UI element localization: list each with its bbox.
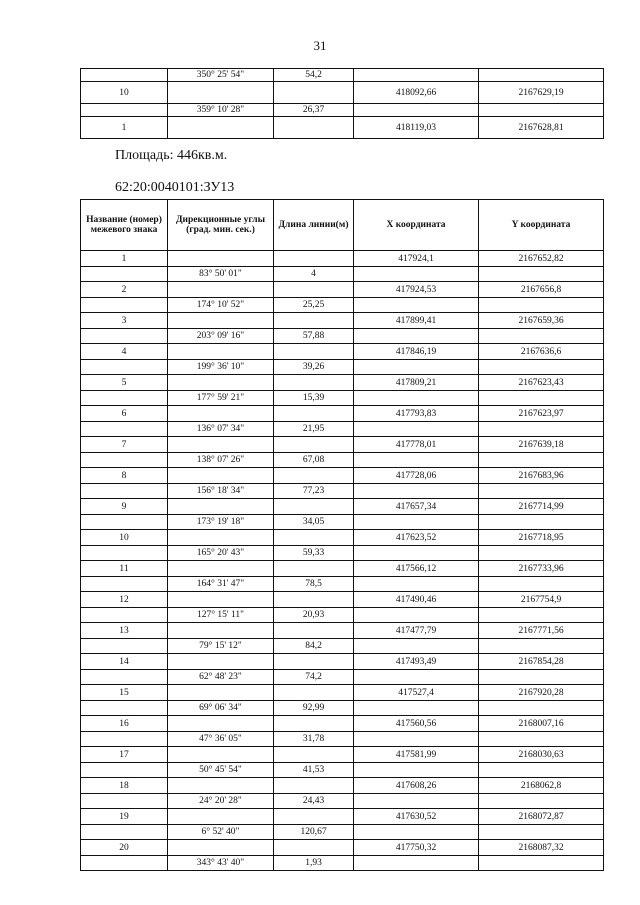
cell-x: [354, 329, 479, 344]
table-row: [81, 422, 604, 437]
cell-x: [354, 546, 479, 561]
cell-angle: [168, 499, 274, 515]
cell-angle: [168, 685, 274, 701]
table-row: [81, 375, 604, 391]
table-row: [81, 670, 604, 685]
cell-angle: 343° 43' 40": [168, 856, 274, 871]
table-row: [81, 406, 604, 422]
table-row: [81, 809, 604, 825]
table-row: [81, 825, 604, 840]
cell-name: 10: [81, 530, 168, 546]
cell-length: [274, 778, 354, 794]
cell-name: 6: [81, 406, 168, 422]
cell-x: [354, 639, 479, 654]
cell-y: 2167639,18: [479, 437, 604, 453]
cell-x: 417493,49: [354, 654, 479, 670]
cell-y: 2168030,63: [479, 747, 604, 763]
table-row: [81, 592, 604, 608]
table-row: [81, 747, 604, 763]
table-row: [81, 104, 604, 117]
cell-x: 417623,52: [354, 530, 479, 546]
cell-x: [354, 391, 479, 406]
cadastral-number: 62:20:0040101:ЗУ13: [115, 180, 235, 195]
cell-length: 77,23: [274, 484, 354, 499]
cell-length: 39,26: [274, 360, 354, 375]
cell-name: [81, 422, 168, 437]
cell-name: [81, 360, 168, 375]
cell-length: 24,43: [274, 794, 354, 809]
cell-y: [479, 856, 604, 871]
cell-name: [81, 391, 168, 406]
cell-length: [274, 251, 354, 267]
cell-x: 418119,03: [354, 117, 479, 139]
cell-y: [479, 577, 604, 592]
cell-x: 417490,46: [354, 592, 479, 608]
cell-y: [479, 794, 604, 809]
cell-length: [274, 344, 354, 360]
table-row: [81, 577, 604, 592]
cell-y: 2167683,96: [479, 468, 604, 484]
header-angle: Дирекционные углы (град. мин. сек.): [168, 200, 274, 251]
cell-name: 3: [81, 313, 168, 329]
cell-y: 2167718,95: [479, 530, 604, 546]
cell-angle: 136° 07' 34": [168, 422, 274, 437]
cell-angle: [168, 251, 274, 267]
cell-length: 26,37: [274, 104, 354, 117]
cell-angle: [168, 778, 274, 794]
cell-y: [479, 608, 604, 623]
cell-y: [479, 391, 604, 406]
cell-angle: [168, 437, 274, 453]
cell-name: 9: [81, 499, 168, 515]
cell-y: 2167733,96: [479, 561, 604, 577]
cell-y: [479, 732, 604, 747]
cell-name: 7: [81, 437, 168, 453]
page-number: 31: [313, 38, 327, 53]
cell-angle: 173° 19' 18": [168, 515, 274, 530]
cell-length: [274, 623, 354, 639]
cell-y: 2167854,28: [479, 654, 604, 670]
header-y: Y координата: [479, 200, 604, 251]
cell-name: [81, 794, 168, 809]
cell-x: 417581,99: [354, 747, 479, 763]
cell-name: [81, 577, 168, 592]
cell-y: 2167920,28: [479, 685, 604, 701]
table-row: [81, 282, 604, 298]
table-row: [81, 499, 604, 515]
cell-angle: [168, 809, 274, 825]
cell-length: [274, 82, 354, 104]
cell-x: [354, 608, 479, 623]
cell-angle: [168, 313, 274, 329]
table-row: [81, 608, 604, 623]
cell-length: 57,88: [274, 329, 354, 344]
cell-angle: [168, 82, 274, 104]
table-row: [81, 437, 604, 453]
cell-name: [81, 104, 168, 117]
cell-length: [274, 468, 354, 484]
cell-x: [354, 577, 479, 592]
table-row: [81, 298, 604, 313]
cell-name: 19: [81, 809, 168, 825]
cell-y: 2167636,6: [479, 344, 604, 360]
cell-x: 417809,21: [354, 375, 479, 391]
cell-x: [354, 484, 479, 499]
table-row: [81, 484, 604, 499]
cell-name: [81, 732, 168, 747]
cell-angle: 177° 59' 21": [168, 391, 274, 406]
cell-y: [479, 104, 604, 117]
cell-y: [479, 484, 604, 499]
cell-y: 2167652,82: [479, 251, 604, 267]
table-row: [81, 716, 604, 732]
table-row: [81, 639, 604, 654]
table-row: [81, 530, 604, 546]
cell-angle: [168, 716, 274, 732]
cell-angle: [168, 654, 274, 670]
table-row: [81, 515, 604, 530]
table-row: [81, 840, 604, 856]
cell-x: [354, 763, 479, 778]
cell-x: [354, 453, 479, 468]
cell-name: 10: [81, 82, 168, 104]
cell-y: [479, 360, 604, 375]
cell-x: 417608,26: [354, 778, 479, 794]
cell-length: 31,78: [274, 732, 354, 747]
cell-x: 417924,1: [354, 251, 479, 267]
cell-length: 59,33: [274, 546, 354, 561]
cell-x: [354, 267, 479, 282]
cell-y: 2167771,56: [479, 623, 604, 639]
table-row: [81, 732, 604, 747]
cell-angle: [168, 282, 274, 298]
cell-y: 2168072,87: [479, 809, 604, 825]
cell-length: 4: [274, 267, 354, 282]
cell-y: 2168007,16: [479, 716, 604, 732]
cell-y: 2167623,43: [479, 375, 604, 391]
cell-angle: 359° 10' 28": [168, 104, 274, 117]
cell-x: [354, 794, 479, 809]
cell-name: [81, 484, 168, 499]
cell-y: [479, 298, 604, 313]
cell-angle: 127° 15' 11": [168, 608, 274, 623]
cell-length: 21,95: [274, 422, 354, 437]
cell-name: 1: [81, 251, 168, 267]
cell-angle: [168, 406, 274, 422]
cell-x: 417566,12: [354, 561, 479, 577]
cell-name: 13: [81, 623, 168, 639]
table-header-row: [81, 200, 604, 251]
cell-x: 417560,56: [354, 716, 479, 732]
cell-y: [479, 329, 604, 344]
cell-x: 417778,01: [354, 437, 479, 453]
cell-length: 34,05: [274, 515, 354, 530]
header-length: Длина линии(м): [274, 200, 354, 251]
cell-length: [274, 406, 354, 422]
cell-angle: 174° 10' 52": [168, 298, 274, 313]
cell-y: [479, 267, 604, 282]
cell-x: 417728,06: [354, 468, 479, 484]
cell-length: 1,93: [274, 856, 354, 871]
cell-name: [81, 608, 168, 623]
cell-angle: 47° 36' 05": [168, 732, 274, 747]
cell-angle: [168, 592, 274, 608]
cell-angle: 156° 18' 34": [168, 484, 274, 499]
cell-length: [274, 499, 354, 515]
cell-name: 11: [81, 561, 168, 577]
cell-length: [274, 561, 354, 577]
cell-angle: 83° 50' 01": [168, 267, 274, 282]
cell-angle: 24° 20' 28": [168, 794, 274, 809]
cell-x: [354, 701, 479, 716]
cell-name: 17: [81, 747, 168, 763]
cell-name: [81, 329, 168, 344]
cell-angle: [168, 468, 274, 484]
cell-angle: [168, 747, 274, 763]
coordinates-table: [80, 199, 604, 871]
cell-name: 18: [81, 778, 168, 794]
cell-y: 2168087,32: [479, 840, 604, 856]
cell-name: [81, 763, 168, 778]
cell-angle: [168, 840, 274, 856]
table-row: [81, 654, 604, 670]
cell-length: [274, 716, 354, 732]
cell-x: [354, 360, 479, 375]
cell-y: [479, 763, 604, 778]
table-row: [81, 794, 604, 809]
cell-length: 41,53: [274, 763, 354, 778]
cell-length: 15,39: [274, 391, 354, 406]
cell-angle: 69° 06' 34": [168, 701, 274, 716]
cell-y: 2167628,81: [479, 117, 604, 139]
cell-x: 417630,52: [354, 809, 479, 825]
cell-x: [354, 69, 479, 82]
table-row: [81, 685, 604, 701]
cell-y: [479, 825, 604, 840]
cell-length: [274, 654, 354, 670]
table-row: [81, 117, 604, 139]
cell-x: 417924,53: [354, 282, 479, 298]
cell-name: 2: [81, 282, 168, 298]
cell-angle: [168, 561, 274, 577]
cell-length: 74,2: [274, 670, 354, 685]
table-row: [81, 82, 604, 104]
cell-length: [274, 685, 354, 701]
cell-angle: 165° 20' 43": [168, 546, 274, 561]
cell-angle: 6° 52' 40": [168, 825, 274, 840]
cell-length: [274, 592, 354, 608]
cell-name: 4: [81, 344, 168, 360]
cell-name: [81, 825, 168, 840]
cell-angle: 79° 15' 12": [168, 639, 274, 654]
cell-name: 8: [81, 468, 168, 484]
cell-name: 14: [81, 654, 168, 670]
cell-name: [81, 515, 168, 530]
cell-y: 2167659,36: [479, 313, 604, 329]
cell-length: [274, 747, 354, 763]
table-row: [81, 69, 604, 82]
cell-name: 15: [81, 685, 168, 701]
cell-y: 2168062,8: [479, 778, 604, 794]
table-row: [81, 561, 604, 577]
cell-y: 2167754,9: [479, 592, 604, 608]
cell-y: [479, 422, 604, 437]
cell-length: [274, 809, 354, 825]
table-row: [81, 856, 604, 871]
cell-y: [479, 701, 604, 716]
cell-x: 417657,34: [354, 499, 479, 515]
cell-name: 16: [81, 716, 168, 732]
cell-length: 54,2: [274, 69, 354, 82]
cell-length: 20,93: [274, 608, 354, 623]
cell-angle: 164° 31' 47": [168, 577, 274, 592]
cell-name: 5: [81, 375, 168, 391]
cell-name: [81, 267, 168, 282]
table-row: [81, 251, 604, 267]
cell-x: 417477,79: [354, 623, 479, 639]
header-name: Название (номер) межевого знака: [81, 200, 168, 251]
cell-y: [479, 515, 604, 530]
cell-length: [274, 375, 354, 391]
cell-y: [479, 453, 604, 468]
cell-x: 417793,83: [354, 406, 479, 422]
cell-length: 84,2: [274, 639, 354, 654]
cell-x: [354, 422, 479, 437]
cell-x: [354, 298, 479, 313]
table-row: [81, 701, 604, 716]
cell-x: [354, 515, 479, 530]
cell-x: [354, 104, 479, 117]
table-row: [81, 546, 604, 561]
cell-name: [81, 298, 168, 313]
cell-x: [354, 825, 479, 840]
cell-x: 417846,19: [354, 344, 479, 360]
cell-length: [274, 840, 354, 856]
cell-length: [274, 437, 354, 453]
cell-x: 417527,4: [354, 685, 479, 701]
cell-angle: [168, 375, 274, 391]
cell-y: 2167714,99: [479, 499, 604, 515]
cell-length: [274, 282, 354, 298]
cell-name: [81, 701, 168, 716]
table-row: [81, 763, 604, 778]
cell-name: 1: [81, 117, 168, 139]
table-row: [81, 267, 604, 282]
table-row: [81, 344, 604, 360]
cell-angle: 203° 09' 16": [168, 329, 274, 344]
cell-x: 417899,41: [354, 313, 479, 329]
cell-name: [81, 453, 168, 468]
cell-y: 2167623,97: [479, 406, 604, 422]
cell-angle: 62° 48' 23": [168, 670, 274, 685]
cell-name: 20: [81, 840, 168, 856]
cell-length: 78,5: [274, 577, 354, 592]
cell-angle: [168, 623, 274, 639]
table-row: [81, 623, 604, 639]
table-row: [81, 313, 604, 329]
cell-x: [354, 732, 479, 747]
cell-length: [274, 313, 354, 329]
cell-x: 417750,32: [354, 840, 479, 856]
cell-y: 2167629,19: [479, 82, 604, 104]
cell-y: [479, 546, 604, 561]
cell-y: [479, 670, 604, 685]
cell-angle: 199° 36' 10": [168, 360, 274, 375]
cell-x: [354, 856, 479, 871]
cell-name: [81, 639, 168, 654]
cell-angle: 350° 25' 54": [168, 69, 274, 82]
cell-name: [81, 856, 168, 871]
cell-angle: 138° 07' 26": [168, 453, 274, 468]
cell-y: [479, 639, 604, 654]
coordinates-table-continued: [80, 68, 604, 139]
cell-length: [274, 117, 354, 139]
area-text: Площадь: 446кв.м.: [115, 148, 228, 163]
table-row: [81, 391, 604, 406]
cell-y: 2167656,8: [479, 282, 604, 298]
cell-x: [354, 670, 479, 685]
cell-length: 25,25: [274, 298, 354, 313]
cell-length: [274, 530, 354, 546]
cell-angle: [168, 530, 274, 546]
header-x: X координата: [354, 200, 479, 251]
table-row: [81, 453, 604, 468]
table-row: [81, 468, 604, 484]
cell-x: 418092,66: [354, 82, 479, 104]
table-row: [81, 778, 604, 794]
cell-angle: [168, 344, 274, 360]
cell-length: 92,99: [274, 701, 354, 716]
cell-angle: [168, 117, 274, 139]
cell-angle: 50° 45' 54": [168, 763, 274, 778]
cell-length: 67,08: [274, 453, 354, 468]
cell-name: [81, 670, 168, 685]
cell-y: [479, 69, 604, 82]
cell-name: [81, 69, 168, 82]
table-row: [81, 360, 604, 375]
cell-name: [81, 546, 168, 561]
table-row: [81, 329, 604, 344]
cell-name: 12: [81, 592, 168, 608]
cell-length: 120,67: [274, 825, 354, 840]
